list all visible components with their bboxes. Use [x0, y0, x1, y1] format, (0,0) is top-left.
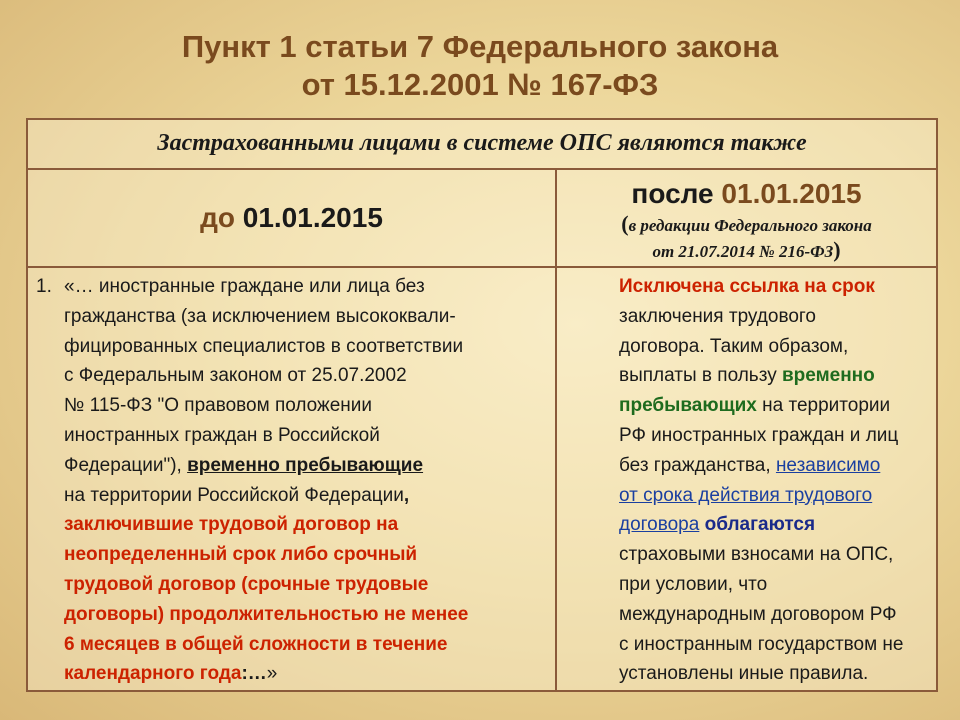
right-line: [619, 391, 936, 421]
right-header-sub-1: в редакции Федерального закона: [628, 216, 872, 235]
left-line-red: 6 месяцев в общей сложности в течение: [64, 633, 448, 655]
right-line: заключения трудового: [619, 305, 816, 327]
right-line: установлены иные правила.: [619, 663, 869, 685]
right-underlined-text: независимо: [775, 454, 881, 476]
right-line: [619, 481, 936, 511]
left-line: иностранных граждан в Российской: [64, 424, 380, 446]
right-header-prefix: после: [631, 178, 722, 209]
right-line: с иностранным государством не: [619, 633, 904, 655]
left-line: фицированных специалистов в соответствии: [64, 335, 464, 357]
open-paren: (: [621, 211, 629, 236]
left-column-header: [28, 170, 555, 266]
left-column-text: [28, 268, 555, 690]
right-column-text: [557, 268, 936, 690]
left-ellipsis: :…: [241, 663, 267, 685]
left-line-red: договоры) продолжительностью не менее: [64, 603, 469, 625]
right-line: РФ иностранных граждан и лиц: [619, 424, 899, 446]
comparison-table: [26, 118, 938, 692]
right-line-red: Исключена ссылка на срок: [619, 276, 875, 297]
left-line-red: трудовой договор (срочные трудовые: [64, 573, 429, 595]
right-text: без гражданства,: [619, 454, 776, 476]
left-line-red: заключившие трудовой договор на: [64, 514, 399, 536]
right-underlined-text: договора: [619, 514, 700, 536]
left-line: [64, 659, 551, 689]
left-header-date: 01.01.2015: [242, 202, 383, 233]
right-text-green: пребывающих: [619, 395, 757, 417]
left-line: [64, 451, 551, 481]
close-paren: ): [833, 237, 841, 262]
title-line-2: от 15.12.2001 № 167-ФЗ: [301, 67, 659, 102]
left-text: Федерации"),: [64, 454, 188, 476]
left-close-quote: »: [266, 663, 278, 685]
left-comma: ,: [403, 484, 410, 506]
right-line: страховыми взносами на ОПС,: [619, 544, 894, 566]
right-text-green: временно: [781, 365, 875, 387]
item-number: 1.: [36, 276, 52, 297]
right-line: международным договором РФ: [619, 603, 897, 625]
right-header-date: 01.01.2015: [721, 178, 862, 209]
underlined-phrase: временно пребывающие: [187, 454, 424, 476]
right-line: [619, 451, 936, 481]
left-line: [64, 481, 551, 511]
left-text: на территории Российской Федерации: [64, 484, 404, 506]
right-line: [619, 510, 936, 540]
title-line-1: Пункт 1 статьи 7 Федерального закона: [181, 29, 779, 64]
right-line: [619, 361, 936, 391]
right-line: при условии, что: [619, 573, 768, 595]
right-line: договора. Таким образом,: [619, 335, 849, 357]
table-header: Застрахованными лицами в системе ОПС являются также: [28, 120, 936, 170]
left-line: № 115-ФЗ "О правовом положении: [64, 395, 373, 417]
right-header-sub-2: от 21.07.2014 № 216-ФЗ: [652, 242, 834, 261]
left-line-red: неопределенный срок либо срочный: [64, 544, 418, 566]
left-text-red: календарного года: [64, 663, 242, 685]
right-text: на территории: [756, 395, 891, 417]
left-line: с Федеральным законом от 25.07.2002: [64, 365, 407, 387]
left-line: «… иностранные граждане или лица без: [64, 276, 425, 297]
slide-title: [0, 28, 960, 104]
right-text-blue: облагаются: [699, 514, 816, 536]
left-line: гражданства (за исключением высококвали-: [64, 305, 456, 327]
left-header-prefix: до: [200, 202, 243, 233]
right-column-header: [557, 170, 936, 266]
right-text: выплаты в пользу: [619, 365, 782, 387]
right-underlined-text: от срока действия трудового: [619, 484, 873, 506]
